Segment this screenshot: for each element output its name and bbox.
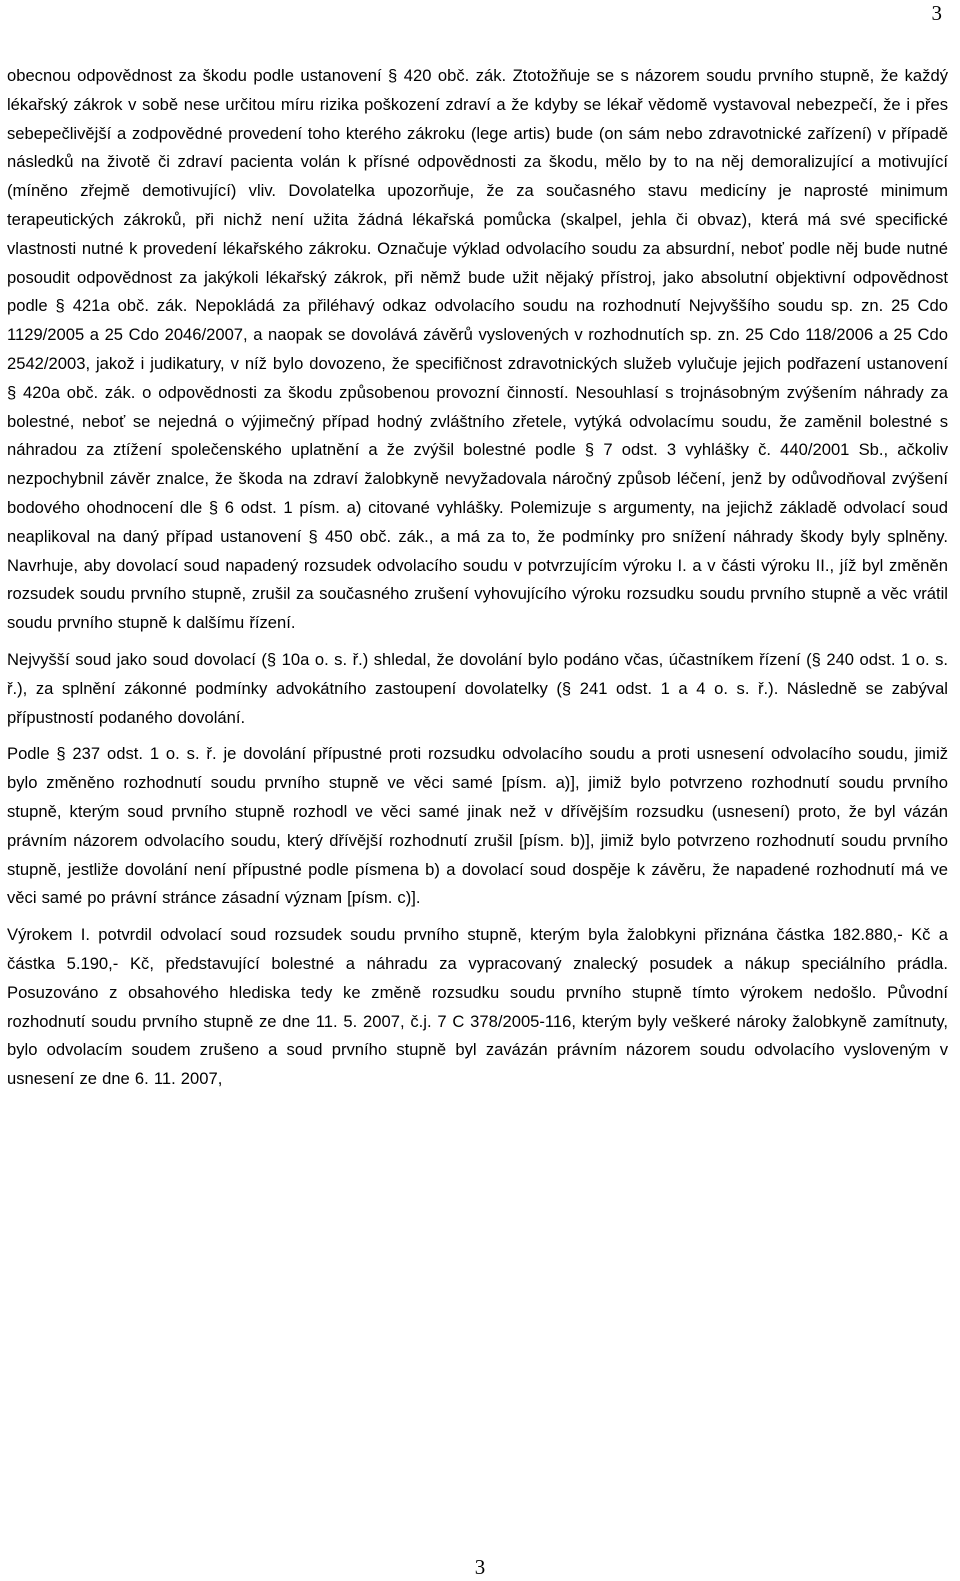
- paragraph-dovolani-timely: Nejvyšší soud jako soud dovolací (§ 10a o. s. ř.) shledal, že dovolání bylo podáno včas, účastníkem řízení (§ 240 odst. 1 o. s. ř.), za splnění zákonné podmínky advokátního zastoupení dovolatelky (§ 241 odst. 1 a 4 o. s. ř.). Následně se zabýval přípustností podaného dovolání.: [7, 649, 948, 727]
- document-body: [7, 62, 948, 1094]
- page-number-bottom: 3: [474, 1555, 486, 1579]
- page-number-top: 3: [931, 1, 942, 25]
- paragraph-dovolatelka-arguments: obecnou odpovědnost za škodu podle ustanovení § 420 obč. zák. Ztotožňuje se s názorem soudu prvního stupně, že každý lékařský zákrok v sobě nese určitou míru rizika poškození zdraví a že kdyby se lékař vědomě vystavoval nebezpečí, že i přes sebepečlivější a zodpovědné provedení toho kterého zákroku (lege artis) bude (on sám nebo zdravotnické zařízení) v případě následků na životě či zdraví pacienta volán k přísné odpovědnosti za škodu, mělo by to na něj demoralizující a motivující (míněno zřejmě demotivující) vliv. Dovolatelka upozorňuje, že za současného stavu medicíny je naprosté minimum terapeutických zákroků, při nichž není užita žádná lékařská pomůcka (skalpel, jehla či obvaz), která má své specifické vlastnosti nutné k provedení lékařského zákroku. Označuje výklad odvolacího soudu za absurdní, neboť podle něj bude nutné posoudit odpovědnost za jakýkoli lékařský zákrok, při němž bude užit nějaký přístroj, jako absolutní objektivní odpovědnost podle § 421a obč. zák. Nepokládá za přiléhavý odkaz odvolacího soudu na rozhodnutí Nejvyššího soudu sp. zn. 25 Cdo 1129/2005 a 25 Cdo 2046/2007, a naopak se dovolává závěrů vyslovených v rozhodnutích sp. zn. 25 Cdo 118/2006 a 25 Cdo 2542/2003, jakož i judikatury, v níž bylo dovozeno, že specifičnost zdravotnických služeb vylučuje jejich podřazení ustanovení § 420a obč. zák. o odpovědnosti za škodu způsobenou provozní činností. Nesouhlasí s trojnásobným zvýšením náhrady za bolestné, neboť se nejedná o výjimečný případ hodný zvláštního zřetele, vytýká odvolacímu soudu, že zaměnil bolestné s náhradou za ztížení společenského uplatnění a že zvýšil bolestné podle § 7 odst. 3 vyhlášky č. 440/2001 Sb., ačkoliv nezpochybnil závěr znalce, že škoda na zdraví žalobkyně nevyžadovala náročný způsob léčení, jenž by odůvodňoval zvýšení bodového ohodnocení dle § 6 odst. 1 písm. a) citované vyhlášky. Polemizuje s argumenty, na jejichž základě odvolací soud neaplikoval na daný případ ustanovení § 450 obč. zák., a má za to, že podmínky pro snížení náhrady škody byly splněny. Navrhuje, aby dovolací soud napadený rozsudek odvolacího soudu v potvrzujícím výroku I. a v části výroku II., jíž byl změněn rozsudek soudu prvního stupně, zrušil za současného zrušení vyhovujícího výroku rozsudku soudu prvního stupně a věc vrátil soudu prvního stupně k dalšímu řízení.: [7, 66, 948, 633]
- paragraph-237-admissibility: Podle § 237 odst. 1 o. s. ř. je dovolání přípustné proti rozsudku odvolacího soudu a proti usnesení odvolacího soudu, jimiž bylo změněno rozhodnutí soudu prvního stupně ve věci samé [písm. a)], jimiž bylo potvrzeno rozhodnutí soudu prvního stupně, kterým soud prvního stupně rozhodl ve věci samé jinak než v dřívějším rozsudku (usnesení) proto, že byl vázán právním názorem odvolacího soudu, který dřívější rozhodnutí zrušil [písm. b)], jimiž bylo potvrzeno rozhodnutí soudu prvního stupně, jestliže dovolání není přípustné podle písmena b) a dovolací soud dospěje k závěru, že napadené rozhodnutí má ve věci samé po právní stránce zásadní význam [písm. c)].: [7, 744, 948, 908]
- paragraph-vyrok-i: Výrokem I. potvrdil odvolací soud rozsudek soudu prvního stupně, kterým byla žalobkyni přiznána částka 182.880,- Kč a částka 5.190,- Kč, představující bolestné a náhradu za vypracovaný znalecký posudek a nákup speciálního prádla. Posuzováno z obsahového hlediska tedy ke změně rozsudku soudu prvního stupně tímto výrokem nedošlo. Původní rozhodnutí soudu prvního stupně ze dne 11. 5. 2007, č.j. 7 C 378/2005-116, kterým byly veškeré nároky žalobkyně zamítnuty, bylo odvolacím soudem zrušeno a soud prvního stupně byl zavázán právním názorem soudu odvolacího vysloveným v usnesení ze dne 6. 11. 2007,: [7, 925, 948, 1089]
